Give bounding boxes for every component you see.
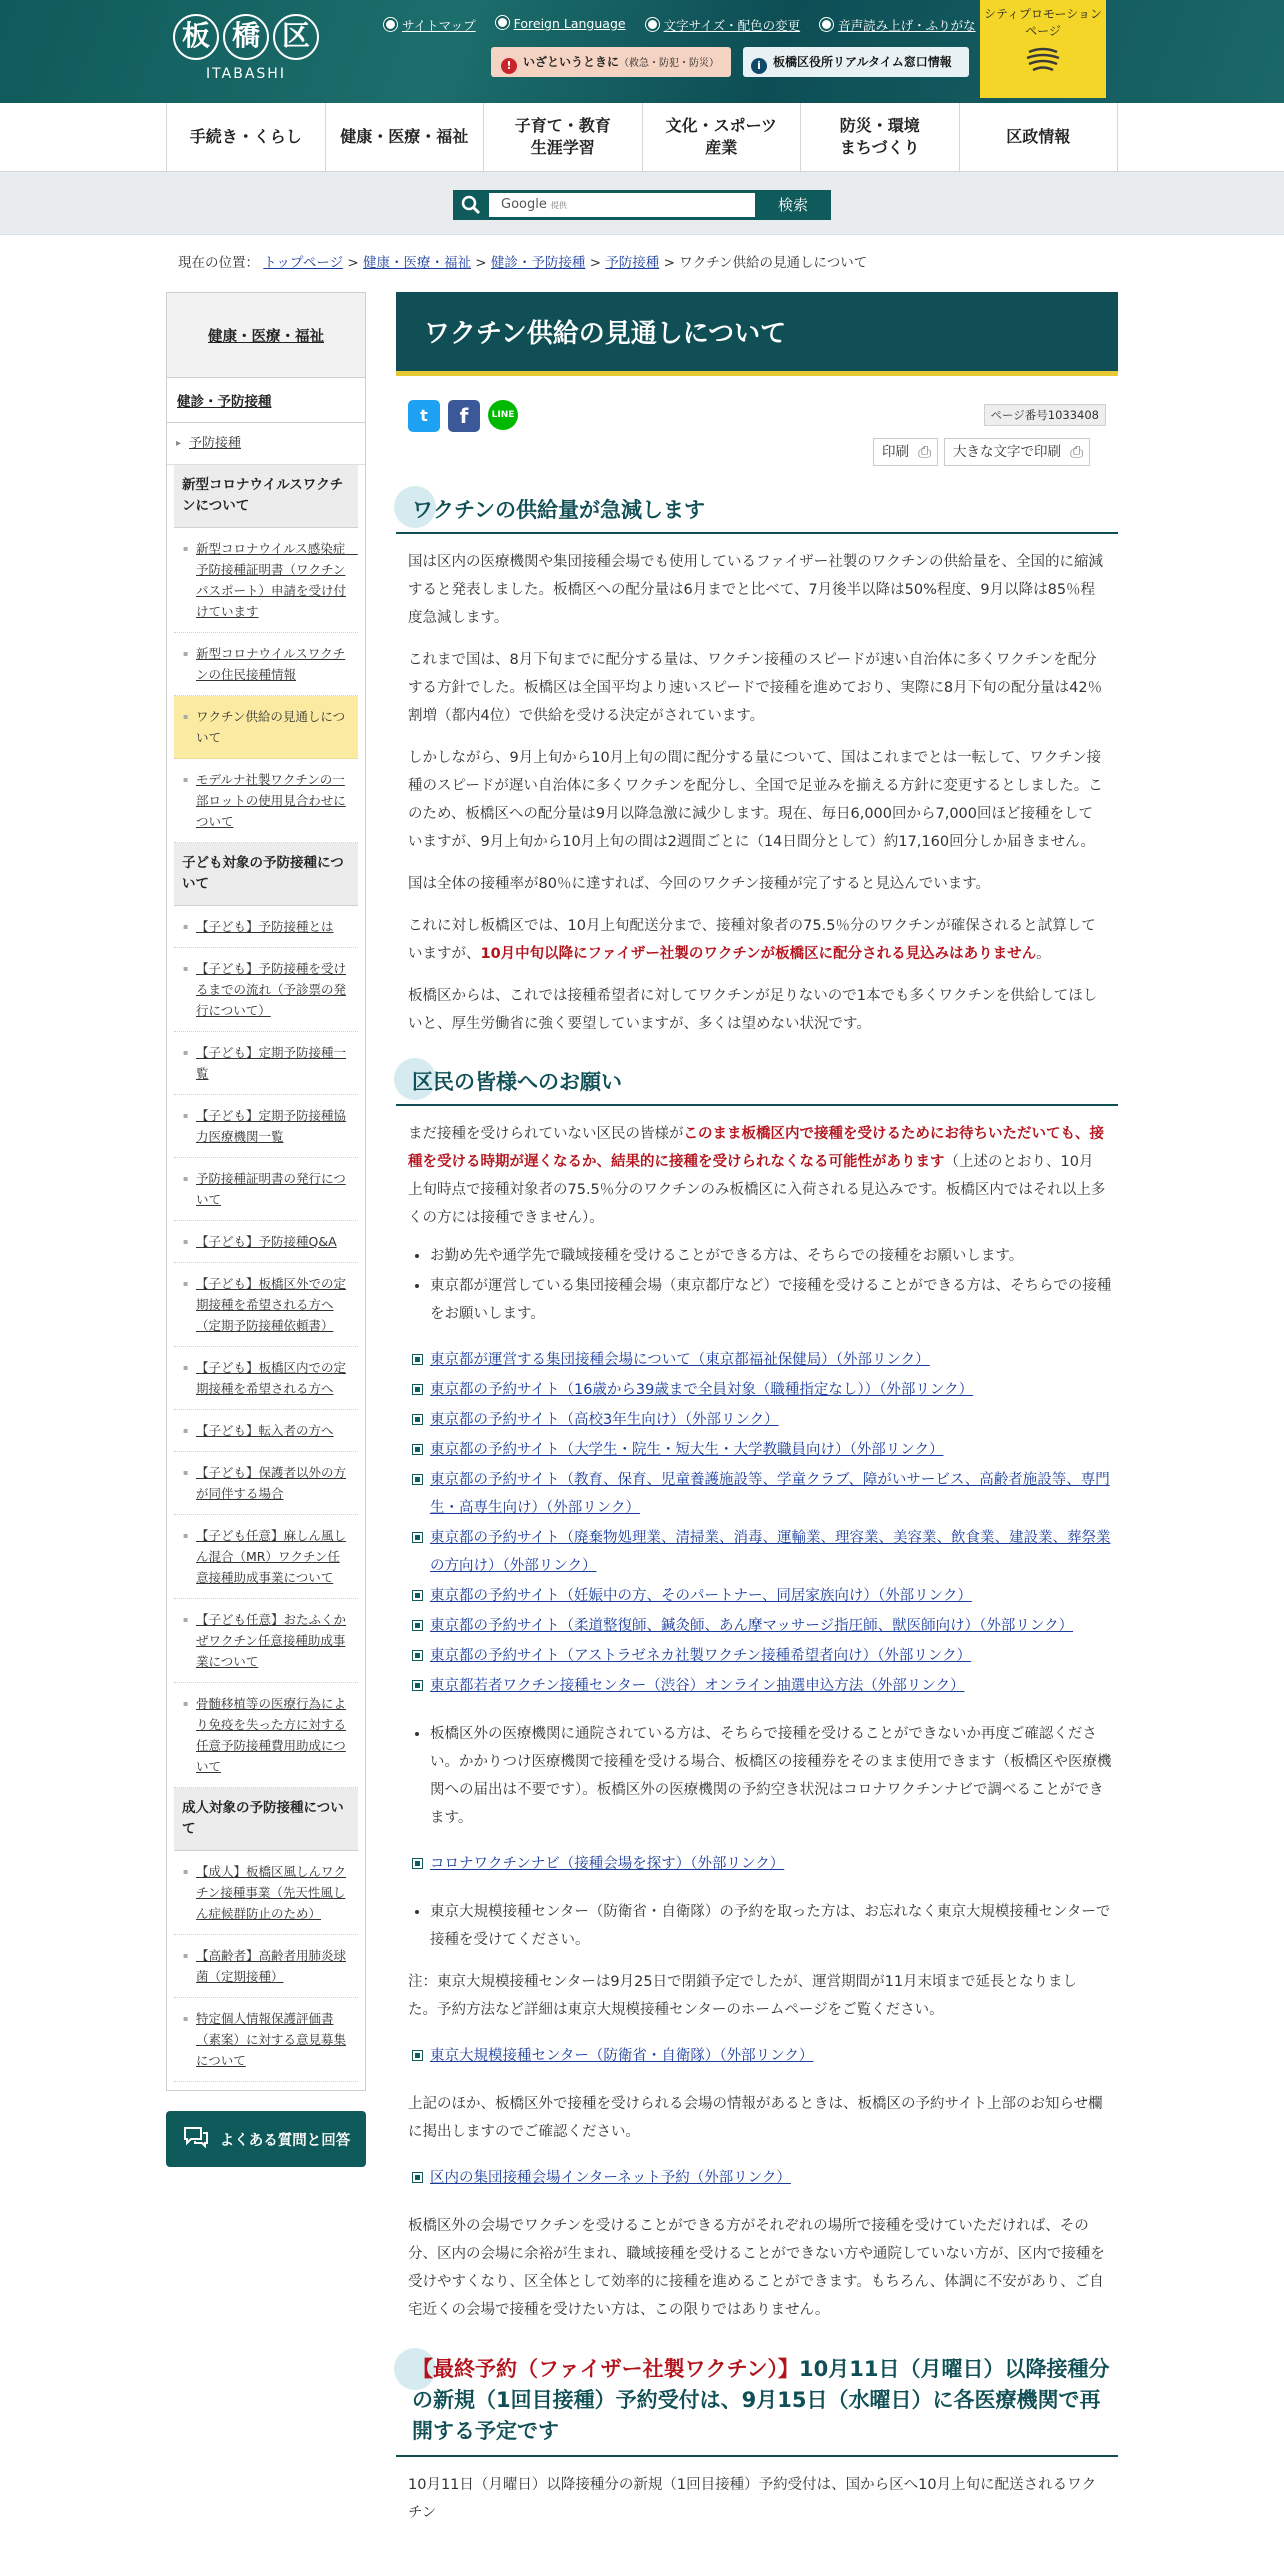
foreign-language-link[interactable]: Foreign Language — [513, 16, 626, 31]
note-paragraph: 板橋区外の会場でワクチンを受けることができる方がそれぞれの場所で接種を受けていただければ、その分、区内の会場に余裕が生まれ、職域接種を受けることができない方や通院していない方が、区内で接種を受けやすくなり、区全体として効率的に接種を進めることができます。もちろん、体調に不安があり、ご自宅近くの会場で接種を受けたい方は、この限りではありません。 — [408, 2218, 1105, 2318]
link-item — [430, 1524, 1118, 1580]
link-item — [430, 1612, 1118, 1640]
sidebar-subitem — [174, 633, 358, 696]
heading-emphasis: 【最終予約（ファイザー社製ワクチン）】 — [412, 2357, 800, 2381]
sidebar-subitem-link[interactable]: 【子ども任意】おたふくかぜワクチン任意接種助成事業について — [196, 1612, 347, 1669]
realtime-window-button[interactable] — [743, 47, 969, 77]
paragraph-text: これに対し板橋区では、10月上旬配送分まで、接種対象者の75.5％分のワクチンが確保されると試算していますが、 — [408, 918, 1096, 962]
external-link[interactable]: 東京大規模接種センター（防衛省・自衛隊）（外部リンク） — [430, 2048, 814, 2064]
paragraph: これまで国は、8月下旬までに配分する量は、ワクチン接種のスピードが速い自治体に多くワクチンを配分する方針でした。板橋区は全国平均より速いスピードで接種を進めており、実際に8月下旬の配分量は42％割増（都内4位）で供給を受ける決定がされています。 — [408, 652, 1103, 724]
faq-label: よくある質問と回答 — [219, 2132, 351, 2149]
list-item: • お勤め先や通学先で職域接種を受けることができる方は、そちらでの接種をお願いします。 — [430, 1242, 1118, 1270]
facebook-share-icon[interactable]: f — [448, 400, 480, 432]
link-list — [396, 1346, 1118, 1700]
external-link[interactable]: コロナワクチンナビ（接種会場を探す）（外部リンク） — [430, 1856, 785, 1872]
line-share-icon[interactable]: LINE — [488, 400, 518, 430]
emergency-button[interactable] — [491, 47, 731, 77]
paragraph: 板橋区からは、これでは接種希望者に対してワクチンが足りないので1本でも多くワクチンを供給してほしいと、厚生労働省に強く要望していますが、多くは望めない状況です。 — [408, 988, 1098, 1032]
paragraph — [408, 1120, 1106, 1232]
breadcrumb-link-vaccination[interactable]: 予防接種 — [605, 255, 660, 271]
external-link[interactable]: 東京都が運営する集団接種会場について（東京都福祉保健局）（外部リンク） — [430, 1352, 930, 1368]
sidebar-subitem-active — [174, 696, 358, 759]
external-link[interactable]: 区内の集団接種会場インターネット予約（外部リンク） — [430, 2170, 791, 2186]
logo-char: 区 — [273, 14, 319, 60]
bullet-icon — [496, 16, 509, 29]
sidebar-subitem-link[interactable]: 予防接種証明書の発行について — [196, 1171, 346, 1207]
site-header — [0, 0, 1284, 103]
voice-reading-link[interactable]: 音声読み上げ・ふりがな — [838, 18, 976, 33]
breadcrumb-link-checkup[interactable]: 健診・予防接種 — [490, 255, 586, 271]
external-link[interactable]: 東京都の予約サイト（アストラゼネカ社製ワクチン接種希望者向け）（外部リンク） — [430, 1648, 972, 1664]
sidebar-subitem-link[interactable]: 【子ども】定期予防接種一覧 — [196, 1045, 347, 1081]
sidebar-group-head: 新型コロナウイルスワクチンについて — [174, 465, 358, 528]
sidebar-subitem — [174, 1158, 358, 1221]
link-item — [430, 1406, 1118, 1434]
print-button[interactable]: 印刷 ⎙ — [873, 438, 938, 466]
gnav-health[interactable]: 健康・医療・福祉 — [325, 103, 484, 171]
external-link[interactable]: 東京都の予約サイト（教育、保育、児童養護施設等、学童クラブ、障がいサービス、高齢者施設等、専門生・高専生向け）（外部リンク） — [430, 1472, 1110, 1516]
gnav-culture[interactable]: 文化・スポーツ 産業 — [642, 103, 801, 171]
bullet-icon — [646, 18, 659, 31]
sidebar-group-head: 成人対象の予防接種について — [174, 1788, 358, 1851]
twitter-share-icon[interactable]: t — [408, 400, 440, 432]
promo-label: シティプロモーション — [983, 7, 1103, 21]
sidebar-subtitle-link[interactable]: 健診・予防接種 — [177, 394, 272, 410]
sidebar-subitem-link[interactable]: 新型コロナウイルス感染症 予防接種証明書（ワクチンパスポート）申請を受け付けています — [196, 541, 358, 619]
link-item — [430, 1672, 1118, 1700]
warning-icon: ! — [501, 58, 517, 74]
sidebar-subitem — [174, 1263, 358, 1347]
emphasis-text: 10月中旬以降にファイザー社製のワクチンが板橋区に配分される見込みはありません — [480, 946, 1037, 962]
sidebar — [166, 292, 366, 2167]
gnav-administration[interactable]: 区政情報 — [959, 103, 1119, 171]
sidebar-subitem-link[interactable]: モデルナ社製ワクチンの一部ロットの使用見合わせについて — [196, 772, 346, 829]
external-link[interactable]: 東京都の予約サイト（16歳から39歳まで全員対象（職種指定なし））（外部リンク） — [430, 1382, 974, 1398]
page-title: ワクチン供給の見通しについて — [396, 292, 1118, 376]
search-form — [453, 190, 831, 220]
sidebar-subitem-link[interactable]: 【子ども】予防接種Q&A — [196, 1234, 337, 1249]
link-list — [396, 2042, 1118, 2070]
link-item — [430, 2042, 1118, 2070]
sidebar-subitem — [174, 1599, 358, 1683]
promo-label-2: ページ — [1025, 24, 1061, 38]
sidebar-subitem — [174, 1032, 358, 1095]
sidebar-subitem — [174, 1851, 358, 1935]
search-input[interactable] — [489, 190, 755, 220]
sidebar-group-children — [174, 843, 358, 1788]
sidebar-subitem-link[interactable]: ワクチン供給の見通しについて — [196, 709, 346, 745]
external-link[interactable]: 東京都の予約サイト（廃棄物処理業、清掃業、消毒、運輸業、理容業、美容業、飲食業、建設業、葬祭業の方向け）（外部リンク） — [430, 1530, 1111, 1574]
sidebar-subitem-link[interactable]: 【子ども】予防接種を受けるまでの流れ（予診票の発行について） — [196, 961, 347, 1018]
note-paragraph: 注：東京大規模接種センターは9月25日で閉鎖予定でしたが、運営期間が11月末頃まで延長となりました。予約方法など詳細は東京大規模接種センターのホームページをご覧ください。 — [408, 1974, 1078, 2018]
sidebar-group-adults — [174, 1788, 358, 2082]
section-heading: ワクチンの供給量が急減します — [396, 486, 1118, 534]
site-logo[interactable] — [166, 14, 326, 82]
breadcrumb-current: ワクチン供給の見通しについて — [679, 255, 868, 271]
section-body — [408, 548, 1106, 1038]
sidebar-item-link[interactable]: 予防接種 — [189, 436, 242, 451]
paragraph: 国は全体の接種率が80％に達すれば、今回のワクチン接種が完了すると見込んでいます。 — [408, 876, 991, 892]
sidebar-group-covid — [174, 465, 358, 843]
gnav-procedures[interactable]: 手続き・くらし — [166, 103, 325, 171]
breadcrumb: 現在の位置： トップページ > 健康・医療・福祉 > 健診・予防接種 > 予防接種 > ワクチン供給の見通しについて — [178, 255, 868, 271]
main-content — [396, 292, 1118, 2527]
page-number: ページ番号1033408 — [984, 404, 1107, 426]
faq-button[interactable] — [166, 2111, 366, 2167]
sidebar-item-vaccination — [167, 423, 365, 465]
realtime-window-label: 板橋区役所リアルタイム窓口情報 — [773, 55, 952, 69]
paragraph-text: （上述のとおり、10月上旬時点で接種対象者の75.5％分のワクチンのみ板橋区に入荷される見込みです。板橋区内ではそれ以上多くの方には接種できません）。 — [408, 1154, 1106, 1226]
bullet-list — [396, 1242, 1118, 1328]
sidebar-title-link[interactable]: 健康・医療・福祉 — [208, 328, 324, 345]
sidebar-subitem — [174, 1410, 358, 1452]
external-link[interactable]: 東京都の予約サイト（大学生・院生・短大生・大学教職員向け）（外部リンク） — [430, 1442, 944, 1458]
sitemap-link[interactable]: サイトマップ — [402, 18, 476, 33]
sidebar-subitem — [174, 1515, 358, 1599]
sidebar-subitem — [174, 1095, 358, 1158]
sidebar-subitem-link[interactable]: 【高齢者】高齢者用肺炎球菌（定期接種） — [196, 1948, 347, 1984]
link-list — [396, 1850, 1118, 1878]
link-item — [430, 1376, 1118, 1404]
paragraph — [408, 912, 1106, 968]
paragraph: 国は区内の医療機関や集団接種会場でも使用しているファイザー社製のワクチンの供給量を、全国的に縮減すると発表しました。板橋区への配分量は6月までと比べて、7月後半以降は50%程度、9月以降は85％程度急減します。 — [408, 554, 1103, 626]
paragraph-text: 。 — [1036, 946, 1051, 962]
link-item — [430, 1436, 1118, 1464]
global-nav — [0, 103, 1284, 172]
section-heading — [396, 2346, 1118, 2457]
gnav-disaster[interactable]: 防災・環境 まちづくり — [800, 103, 959, 171]
link-item — [430, 2164, 1118, 2192]
city-promotion-button[interactable] — [980, 0, 1106, 98]
emphasis-text: このまま板橋区内で接種を受けるためにお待ちいただいても、接種を受ける時期が遅くなるか、結果的に接種を受けられなくなる可能性があります — [408, 1126, 1104, 1170]
sidebar-subitem — [174, 948, 358, 1032]
link-item — [430, 1582, 1118, 1610]
list-item: • 東京大規模接種センター（防衛省・自衛隊）の予約を取った方は、お忘れなく東京大規模接種センターで接種を受けてください。 — [430, 1898, 1118, 1954]
bullet-list — [396, 1898, 1118, 1954]
sidebar-subitem-link[interactable]: 特定個人情報保護評価書（素案）に対する意見募集について — [196, 2011, 347, 2068]
logo-char: 橋 — [223, 14, 269, 60]
info-icon: i — [751, 58, 767, 74]
section-body — [408, 1120, 1106, 1232]
section-heading: 区民の皆様へのお願い — [396, 1058, 1118, 1106]
sidebar-subitem-link[interactable]: 骨髄移植等の医療行為により免疫を失った方に対する任意予防接種費用助成について — [196, 1696, 347, 1774]
breadcrumb-link-top[interactable]: トップページ — [263, 255, 344, 271]
search-button[interactable]: 検索 — [755, 190, 831, 220]
bullet-icon — [384, 18, 397, 31]
sidebar-subitem — [174, 759, 358, 843]
sidebar-subitem — [174, 1452, 358, 1515]
link-item — [430, 1642, 1118, 1670]
sidebar-subitem — [174, 906, 358, 948]
emergency-sub: （救急・防犯・防災） — [619, 58, 720, 69]
sidebar-subitem-link[interactable]: 【成人】板橋区風しんワクチン接種事業（先天性風しん症候群防止のため） — [196, 1864, 347, 1921]
chat-bubble-icon — [182, 2125, 210, 2153]
sidebar-subitem-link[interactable]: 【子ども】予防接種とは — [196, 919, 334, 934]
link-item — [430, 1346, 1118, 1374]
link-item — [430, 1466, 1118, 1522]
list-item: • 板橋区外の医療機関に通院されている方は、そちらで接種を受けることができないか再度ご確認ください。かかりつけ医療機関で接種を受ける場合、板橋区の接種券をそのまま使用できます（板橋区や医療機関への届出は不要です）。板橋区外の医療機関の予約空き状況はコロナワクチンナビで調べることができます。 — [430, 1720, 1118, 1832]
sidebar-subitem — [174, 1347, 358, 1410]
logo-char: 板 — [173, 14, 219, 60]
link-list — [396, 2164, 1118, 2192]
sidebar-subitem — [174, 528, 358, 633]
promo-mascot-icon — [980, 46, 1106, 75]
breadcrumb-link-health[interactable]: 健康・医療・福祉 — [363, 255, 471, 271]
breadcrumb-prefix: 現在の位置： — [178, 255, 259, 271]
bullet-icon — [820, 18, 833, 31]
sidebar-subitem-link[interactable]: 【子ども】板橋区内での定期接種を希望される方へ — [196, 1360, 347, 1396]
utility-links — [384, 16, 976, 34]
font-size-link[interactable]: 文字サイズ・配色の変更 — [663, 18, 801, 33]
bullet-list — [396, 1720, 1118, 1832]
sidebar-subtitle — [167, 378, 365, 423]
paragraph-text: まだ接種を受けられていない区民の皆様が — [408, 1126, 684, 1142]
emergency-label: いざというときに — [523, 55, 620, 69]
logo-roman: ITABASHI — [206, 66, 286, 82]
search-bar — [0, 172, 1284, 235]
sidebar-group-head: 子ども対象の予防接種について — [174, 843, 358, 906]
sidebar-subitem — [174, 1998, 358, 2082]
section-body — [408, 2471, 1106, 2527]
sidebar-subitem — [174, 1683, 358, 1788]
sidebar-title — [167, 293, 365, 378]
sidebar-subitem-link[interactable]: 【子ども】転入者の方へ — [196, 1423, 334, 1438]
gnav-childcare[interactable]: 子育て・教育 生涯学習 — [483, 103, 642, 171]
sidebar-subitem-link[interactable]: 【子ども】定期予防接種協力医療機関一覧 — [196, 1108, 347, 1144]
external-link[interactable]: 東京都の予約サイト（妊娠中の方、そのパートナー、同居家族向け）（外部リンク） — [430, 1588, 972, 1604]
note-paragraph: 上記のほか、板橋区外で接種を受けられる会場の情報があるときは、板橋区の予約サイト上部のお知らせ欄に掲出しますのでご確認ください。 — [408, 2096, 1103, 2140]
external-link[interactable]: 東京都若者ワクチン接種センター（渋谷）オンライン抽選申込方法（外部リンク） — [430, 1678, 965, 1694]
paragraph: しかしながら、9月上旬から10月上旬の間に配分する量について、国はこれまでとは一転して、ワクチン接種のスピードが遅い自治体に多くワクチンを配分し、全国で足並みを揃える方針に変更するとしました。このため、板橋区への配分量は9月以降急激に減少します。現在、毎日6,000回から7,000回ほど接種をしていますが、9月上旬から10月上旬の間は2週間ごとに（14日間分として）約17,160回分しか届きません。 — [408, 750, 1103, 850]
search-provided: 提供 — [550, 201, 567, 210]
search-placeholder: Google — [501, 197, 547, 212]
sidebar-subitem — [174, 1221, 358, 1263]
sidebar-subitem-link[interactable]: 新型コロナウイルスワクチンの住民接種情報 — [196, 646, 346, 682]
link-item — [430, 1850, 1118, 1878]
heading-text: 10月11日（月曜日）以降接種分の新規（1回目接種）予約受付は、9月15日（水曜日）に各医療機関で再開する予定です — [412, 2357, 1110, 2443]
sidebar-subitem-link[interactable]: 【子ども】保護者以外の方が同伴する場合 — [196, 1465, 347, 1501]
sidebar-subitem-link[interactable]: 【子ども任意】麻しん風しん混合（MR）ワクチン任意接種助成事業について — [196, 1528, 347, 1585]
sidebar-subitem — [174, 1935, 358, 1998]
paragraph: 10月11日（月曜日）以降接種分の新規（1回目接種）予約受付は、国から区へ10月上旬に配送されるワクチン — [408, 2477, 1097, 2521]
search-icon — [453, 190, 489, 220]
external-link[interactable]: 東京都の予約サイト（高校3年生向け）（外部リンク） — [430, 1412, 779, 1428]
print-large-button[interactable]: 大きな文字で印刷 ⎙ — [944, 438, 1090, 466]
sidebar-subitem-link[interactable]: 【子ども】板橋区外での定期接種を希望される方へ（定期予防接種依頼書） — [196, 1276, 347, 1333]
external-link[interactable]: 東京都の予約サイト（柔道整復師、鍼灸師、あん摩マッサージ指圧師、獣医師向け）（外部リンク） — [430, 1618, 1074, 1634]
list-item: • 東京都が運営している集団接種会場（東京都庁など）で接種を受けることができる方は、そちらでの接種をお願いします。 — [430, 1272, 1118, 1328]
